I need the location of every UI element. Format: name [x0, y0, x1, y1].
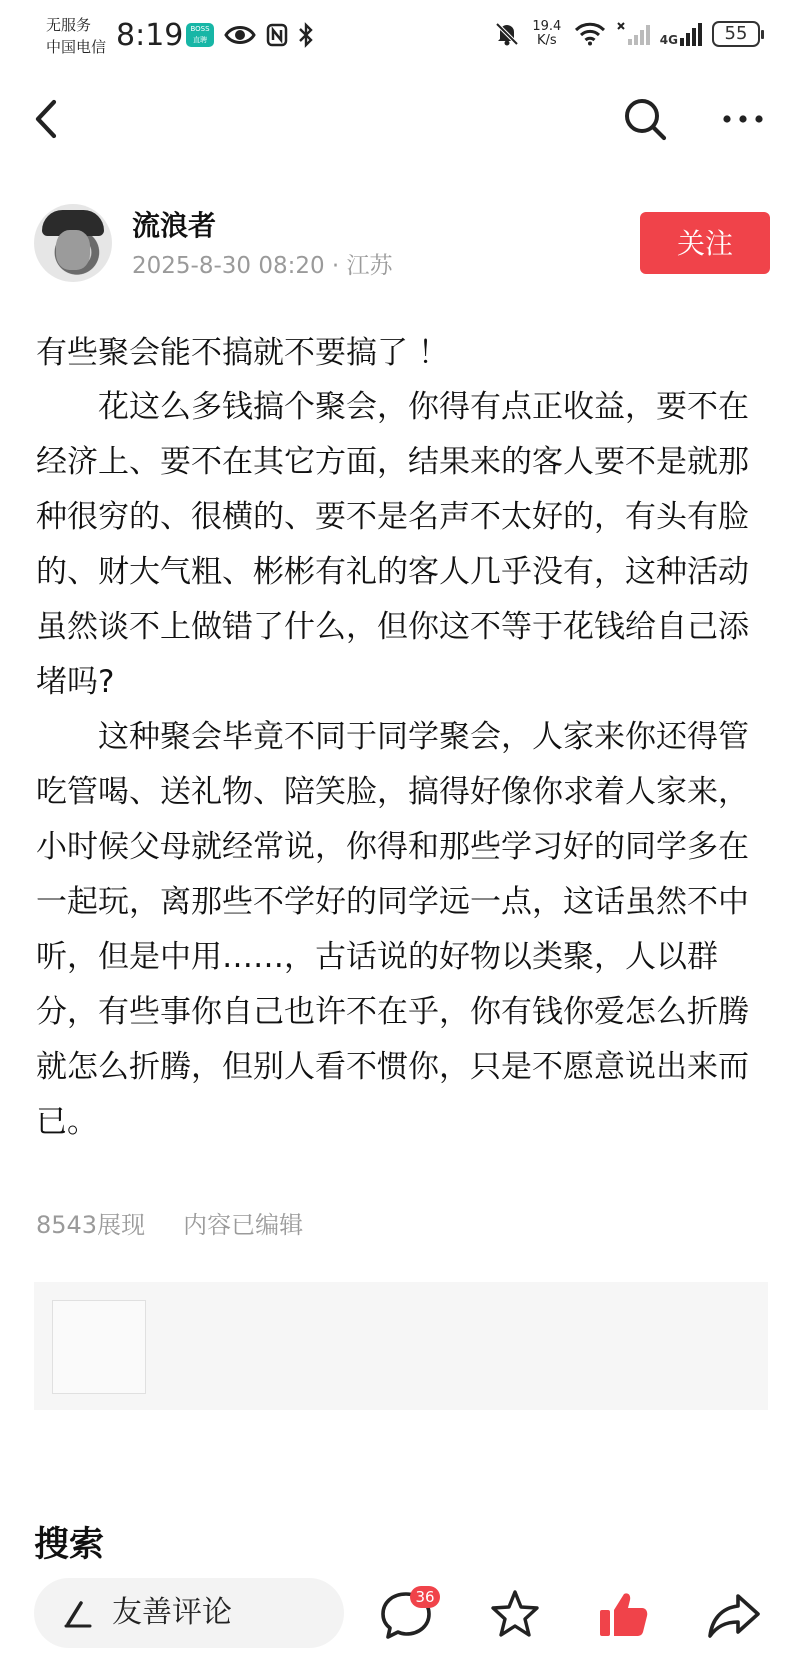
- thumbs-up-icon[interactable]: [596, 1588, 652, 1642]
- carrier-line1: 无服务: [46, 16, 92, 34]
- post-paragraph: 花这么多钱搞个聚会，你得有点正收益，要不在经济上、要不在其它方面，结果来的客人要不是就那种很穷的、很横的、要不是名声不太好的，有头有脸的、财大气粗、彬彬有礼的客人几乎没有，这种活动虽然谈不上做错了什么，但你这不等于花钱给自己添堵吗?: [36, 389, 749, 700]
- share-icon[interactable]: [706, 1588, 762, 1642]
- network-type-label: 4G: [659, 33, 678, 47]
- carrier-info: [46, 14, 106, 58]
- view-count: 8543展现: [36, 1211, 146, 1239]
- network-speed: [530, 20, 564, 48]
- more-icon[interactable]: [718, 94, 768, 144]
- author-name[interactable]: 流浪者: [132, 209, 217, 242]
- boss-app-icon: BOSS 直聘: [186, 23, 214, 47]
- bluetooth-icon: [298, 22, 314, 48]
- network-speed-value: 19.4: [532, 19, 562, 34]
- signal-bars-icon: [680, 22, 702, 46]
- section-heading: 搜索: [34, 1525, 105, 1565]
- edited-label: 内容已编辑: [183, 1211, 304, 1239]
- star-icon[interactable]: [487, 1588, 543, 1642]
- follow-button[interactable]: 关注: [640, 212, 770, 274]
- network-speed-unit: K/s: [536, 33, 557, 48]
- comment-input[interactable]: [34, 1578, 344, 1648]
- comment-placeholder: 友善评论: [112, 1595, 232, 1630]
- nfc-icon: [266, 23, 288, 47]
- back-icon[interactable]: [26, 94, 70, 144]
- post-stats: [36, 1208, 303, 1242]
- signal-no-service-icon: [616, 21, 650, 47]
- embedded-card[interactable]: [34, 1282, 768, 1410]
- carrier-line2: 中国电信: [46, 38, 107, 56]
- battery-indicator: 55: [712, 21, 760, 47]
- status-bar: [0, 0, 800, 72]
- post-meta: 2025-8-30 08:20 · 江苏: [132, 253, 393, 279]
- status-time: 8:19: [116, 18, 184, 53]
- mute-bell-icon: [494, 21, 520, 47]
- wifi-icon: [574, 22, 606, 46]
- signal-4g: [660, 22, 702, 46]
- post-title: 有些聚会能不搞就不要搞了 ！: [36, 335, 449, 371]
- post-paragraph: 这种聚会毕竟不同于同学聚会，人家来你还得管吃管喝、送礼物、陪笑脸，搞得好像你求着人家来，小时候父母就经常说，你得和那些学习好的同学多在一起玩，离那些不学好的同学远一点，这话虽然不中听，但是中用……，古话说的好物以类聚，人以群分，有些事你自己也许不在乎，你有钱你爱怎么折腾就怎么折腾，但别人看不惯你，只是不愿意说出来而已。: [36, 719, 749, 1140]
- avatar[interactable]: [34, 204, 112, 282]
- comment-count-badge: 36: [410, 1586, 440, 1608]
- eye-icon: [224, 24, 256, 46]
- pen-icon: [62, 1597, 94, 1629]
- search-icon[interactable]: [620, 94, 670, 144]
- card-thumbnail: [52, 1300, 146, 1394]
- top-nav: [0, 80, 800, 160]
- post-body: [36, 380, 766, 1150]
